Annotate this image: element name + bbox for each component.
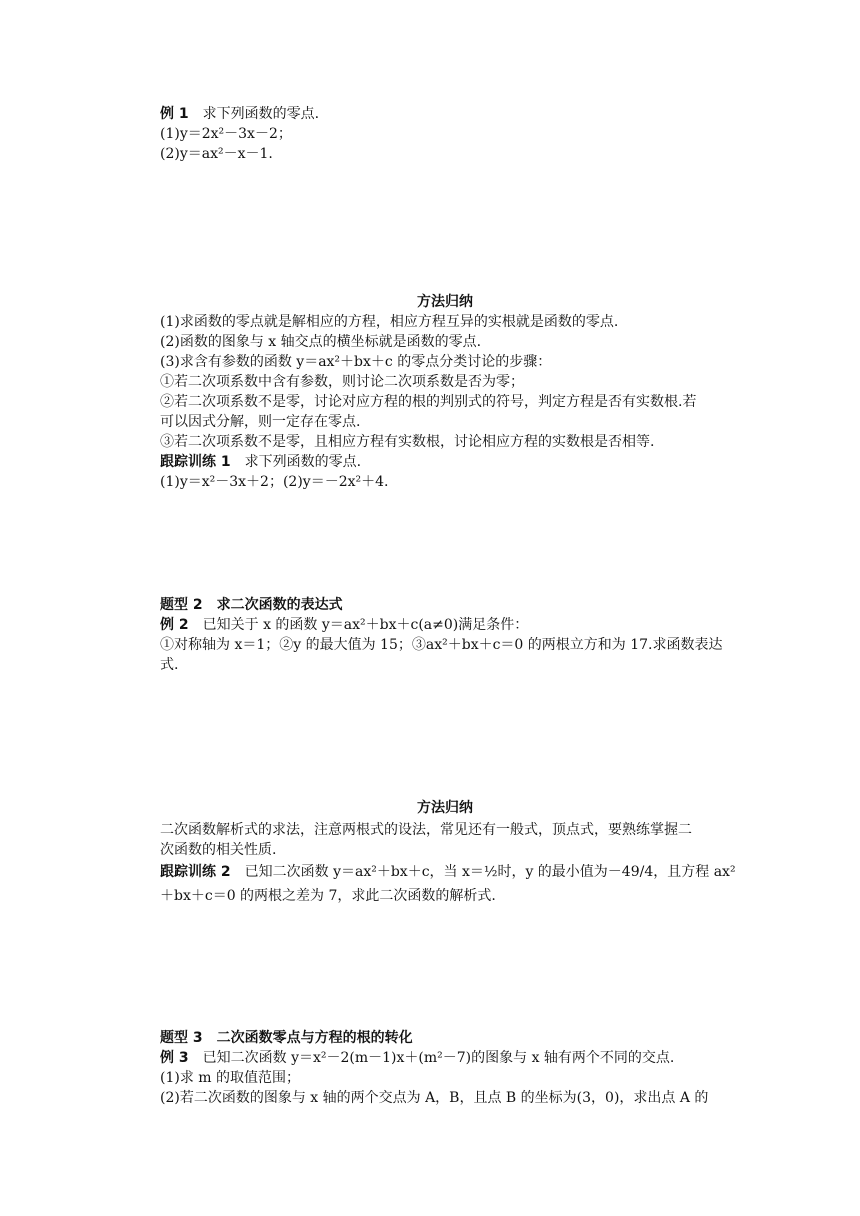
topic-2-title: 题型 2 求二次函数的表达式 xyxy=(160,597,343,613)
example-3-heading xyxy=(160,1048,730,1068)
practice-1-items: (1)y＝x²－3x＋2；(2)y＝－2x²＋4. xyxy=(160,474,389,490)
method-2-text-b: 次函数的相关性质. xyxy=(160,842,277,858)
practice-2-text-b: ＋bx＋c＝0 的两根之差为 7，求此二次函数的解析式. xyxy=(160,888,496,904)
practice-1-text: 求下列函数的零点. xyxy=(230,454,362,470)
practice-1-heading xyxy=(160,452,730,472)
example-1-item-1: (1)y＝2x²－3x－2； xyxy=(160,126,292,142)
method-1-point-2: (2)函数的图象与 x 轴交点的横坐标就是函数的零点. xyxy=(160,334,482,350)
method-1-step-1: ①若二次项系数中含有参数，则讨论二次项系数是否为零； xyxy=(160,374,524,390)
example-2-text: 已知关于 x 的函数 y＝ax²＋bx＋c(a≠0)满足条件： xyxy=(188,617,529,633)
practice-1-label: 跟踪训练 1 xyxy=(160,454,231,470)
example-1-heading xyxy=(160,104,730,124)
method-1-step-2a: ②若二次项系数不是零，讨论对应方程的根的判别式的符号，判定方程是否有实数根.若 xyxy=(160,394,697,410)
example-1-item-2: (2)y＝ax²－x－1. xyxy=(160,146,273,162)
method-2-text-a: 二次函数解析式的求法，注意两根式的设法，常见还有一般式，顶点式，要熟练掌握二 xyxy=(160,822,692,838)
example-2-heading xyxy=(160,615,730,635)
example-3-item-2: (2)若二次函数的图象与 x 轴的两个交点为 A，B，且点 B 的坐标为(3，0)，求出点 A 的 xyxy=(160,1090,709,1106)
method-1-point-3: (3)求含有参数的函数 y＝ax²＋bx＋c 的零点分类讨论的步骤： xyxy=(160,354,552,370)
example-2-conditions-a: ①对称轴为 x＝1；②y 的最大值为 15；③ax²＋bx＋c＝0 的两根立方和为 17.求函数表达 xyxy=(160,637,723,653)
example-3-text: 已知二次函数 y＝x²－2(m－1)x＋(m²－7)的图象与 x 轴有两个不同的交点. xyxy=(188,1050,675,1066)
method-1-step-3: ③若二次项系数不是零，且相应方程有实数根，讨论相应方程的实数根是否相等. xyxy=(160,434,655,450)
topic-3-title: 题型 3 二次函数零点与方程的根的转化 xyxy=(160,1030,413,1046)
practice-2-heading xyxy=(160,862,736,882)
example-1-text: 求下列函数的零点. xyxy=(188,106,320,122)
method-summary-2-title: 方法归纳 xyxy=(417,800,473,816)
practice-2-label: 跟踪训练 2 xyxy=(160,864,231,880)
method-1-point-1: (1)求函数的零点就是解相应的方程，相应方程互异的实根就是函数的零点. xyxy=(160,314,619,330)
example-3-label: 例 3 xyxy=(160,1050,189,1066)
practice-2-text-a: 已知二次函数 y＝ax²＋bx＋c，当 x＝½时，y 的最小值为－49/4，且方程 ax² xyxy=(230,864,736,880)
example-2-label: 例 2 xyxy=(160,617,189,633)
example-2-conditions-b: 式. xyxy=(160,657,179,673)
example-3-item-1: (1)求 m 的取值范围； xyxy=(160,1070,301,1086)
method-1-step-2b: 可以因式分解，则一定存在零点. xyxy=(160,414,361,430)
example-1-label: 例 1 xyxy=(160,106,189,122)
method-summary-1-title: 方法归纳 xyxy=(417,294,473,310)
